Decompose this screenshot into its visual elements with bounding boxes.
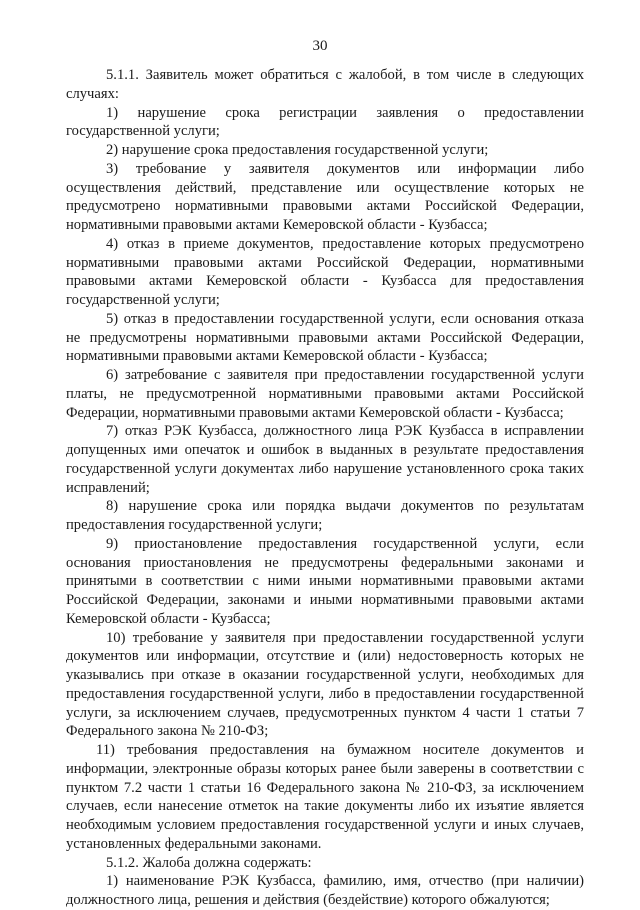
paragraph-5-1-2: 5.1.2. Жалоба должна содержать: [106,854,312,871]
list-item-4: 4) отказ в приеме документов, предоставление которых предусмотрено нормативными правовыми актами Российской Федерации, нормативными правовыми актами Кемеровской области - Кузбасса для предоставления государственной услуги; [66,235,584,308]
list-item-3: 3) требование у заявителя документов или информации либо осуществления действий, представление или осуществление которых не предусмотрено нормативными правовыми актами Российской Федерации, нормативными правовыми актами Кемеровской области - Кузбасса; [66,160,584,233]
list-item-8: 8) нарушение срока или порядка выдачи документов по результатам предоставления государственной услуги; [66,498,584,533]
complaint-item-1: 1) наименование РЭК Кузбасса, фамилию, имя, отчество (при наличии) должностного лица, решения и действия (бездействие) которого обжалуются; [66,873,584,908]
paragraph-5-1-1: 5.1.1. Заявитель может обратиться с жалобой, в том числе в следующих случаях: [66,67,584,102]
list-item-2: 2) нарушение срока предоставления государственной услуги; [106,142,489,158]
list-item-5: 5) отказ в предоставлении государственной услуги, если основания отказа не предусмотрены нормативными правовыми актами Российской Федерации, нормативными правовыми актами Кемеровской области - Кузбасса; [66,310,584,365]
list-item-9: 9) приостановление предоставления государственной услуги, если основания приостановления не предусмотрены федеральными законами и принятыми в соответствии с ними иными нормативными правовыми актами Российской Федерации, законами и иными нормативными правовыми актами Кемеровской области - Кузбасса; [66,535,584,627]
list-item-6: 6) затребование с заявителя при предоставлении государственной услуги платы, не предусмотренной нормативными правовыми актами Российской Федерации, нормативными правовыми актами Кемеровской области - Кузбасса; [66,367,584,421]
list-item-11: 11) требования предоставления на бумажном носителе документов и информации, электронные образы которых ранее были заверены в соответствии с пунктом 7.2 части 1 статьи 16 Федерального закона № 210-ФЗ, за исключением случаев, если нанесение отметок на такие документы либо их изъятие является необходимым условием предоставления государственной услуги и иных случаев, установленных федеральными законами. [66,742,584,852]
document-body [66,66,584,910]
page-number: 30 [312,38,328,54]
list-item-7: 7) отказ РЭК Кузбасса, должностного лица РЭК Кузбасса в исправлении допущенных ими опечаток и ошибок в выданных в результате предоставления государственной услуги документах либо нарушение установленного срока таких исправлений; [66,423,584,496]
list-item-10: 10) требование у заявителя при предоставлении государственной услуги документов или информации, отсутствие и (или) недостоверность которых не указывались при отказе в оказании государственной услуги, необходимых для предоставления государственной услуги, либо в предоставлении государственной услуги, за исключением случаев, предусмотренных пунктом 4 части 1 статьи 7 Федерального закона № 210-ФЗ; [66,629,584,740]
list-item-1: 1) нарушение срока регистрации заявления о предоставлении государственной услуги; [66,104,584,140]
